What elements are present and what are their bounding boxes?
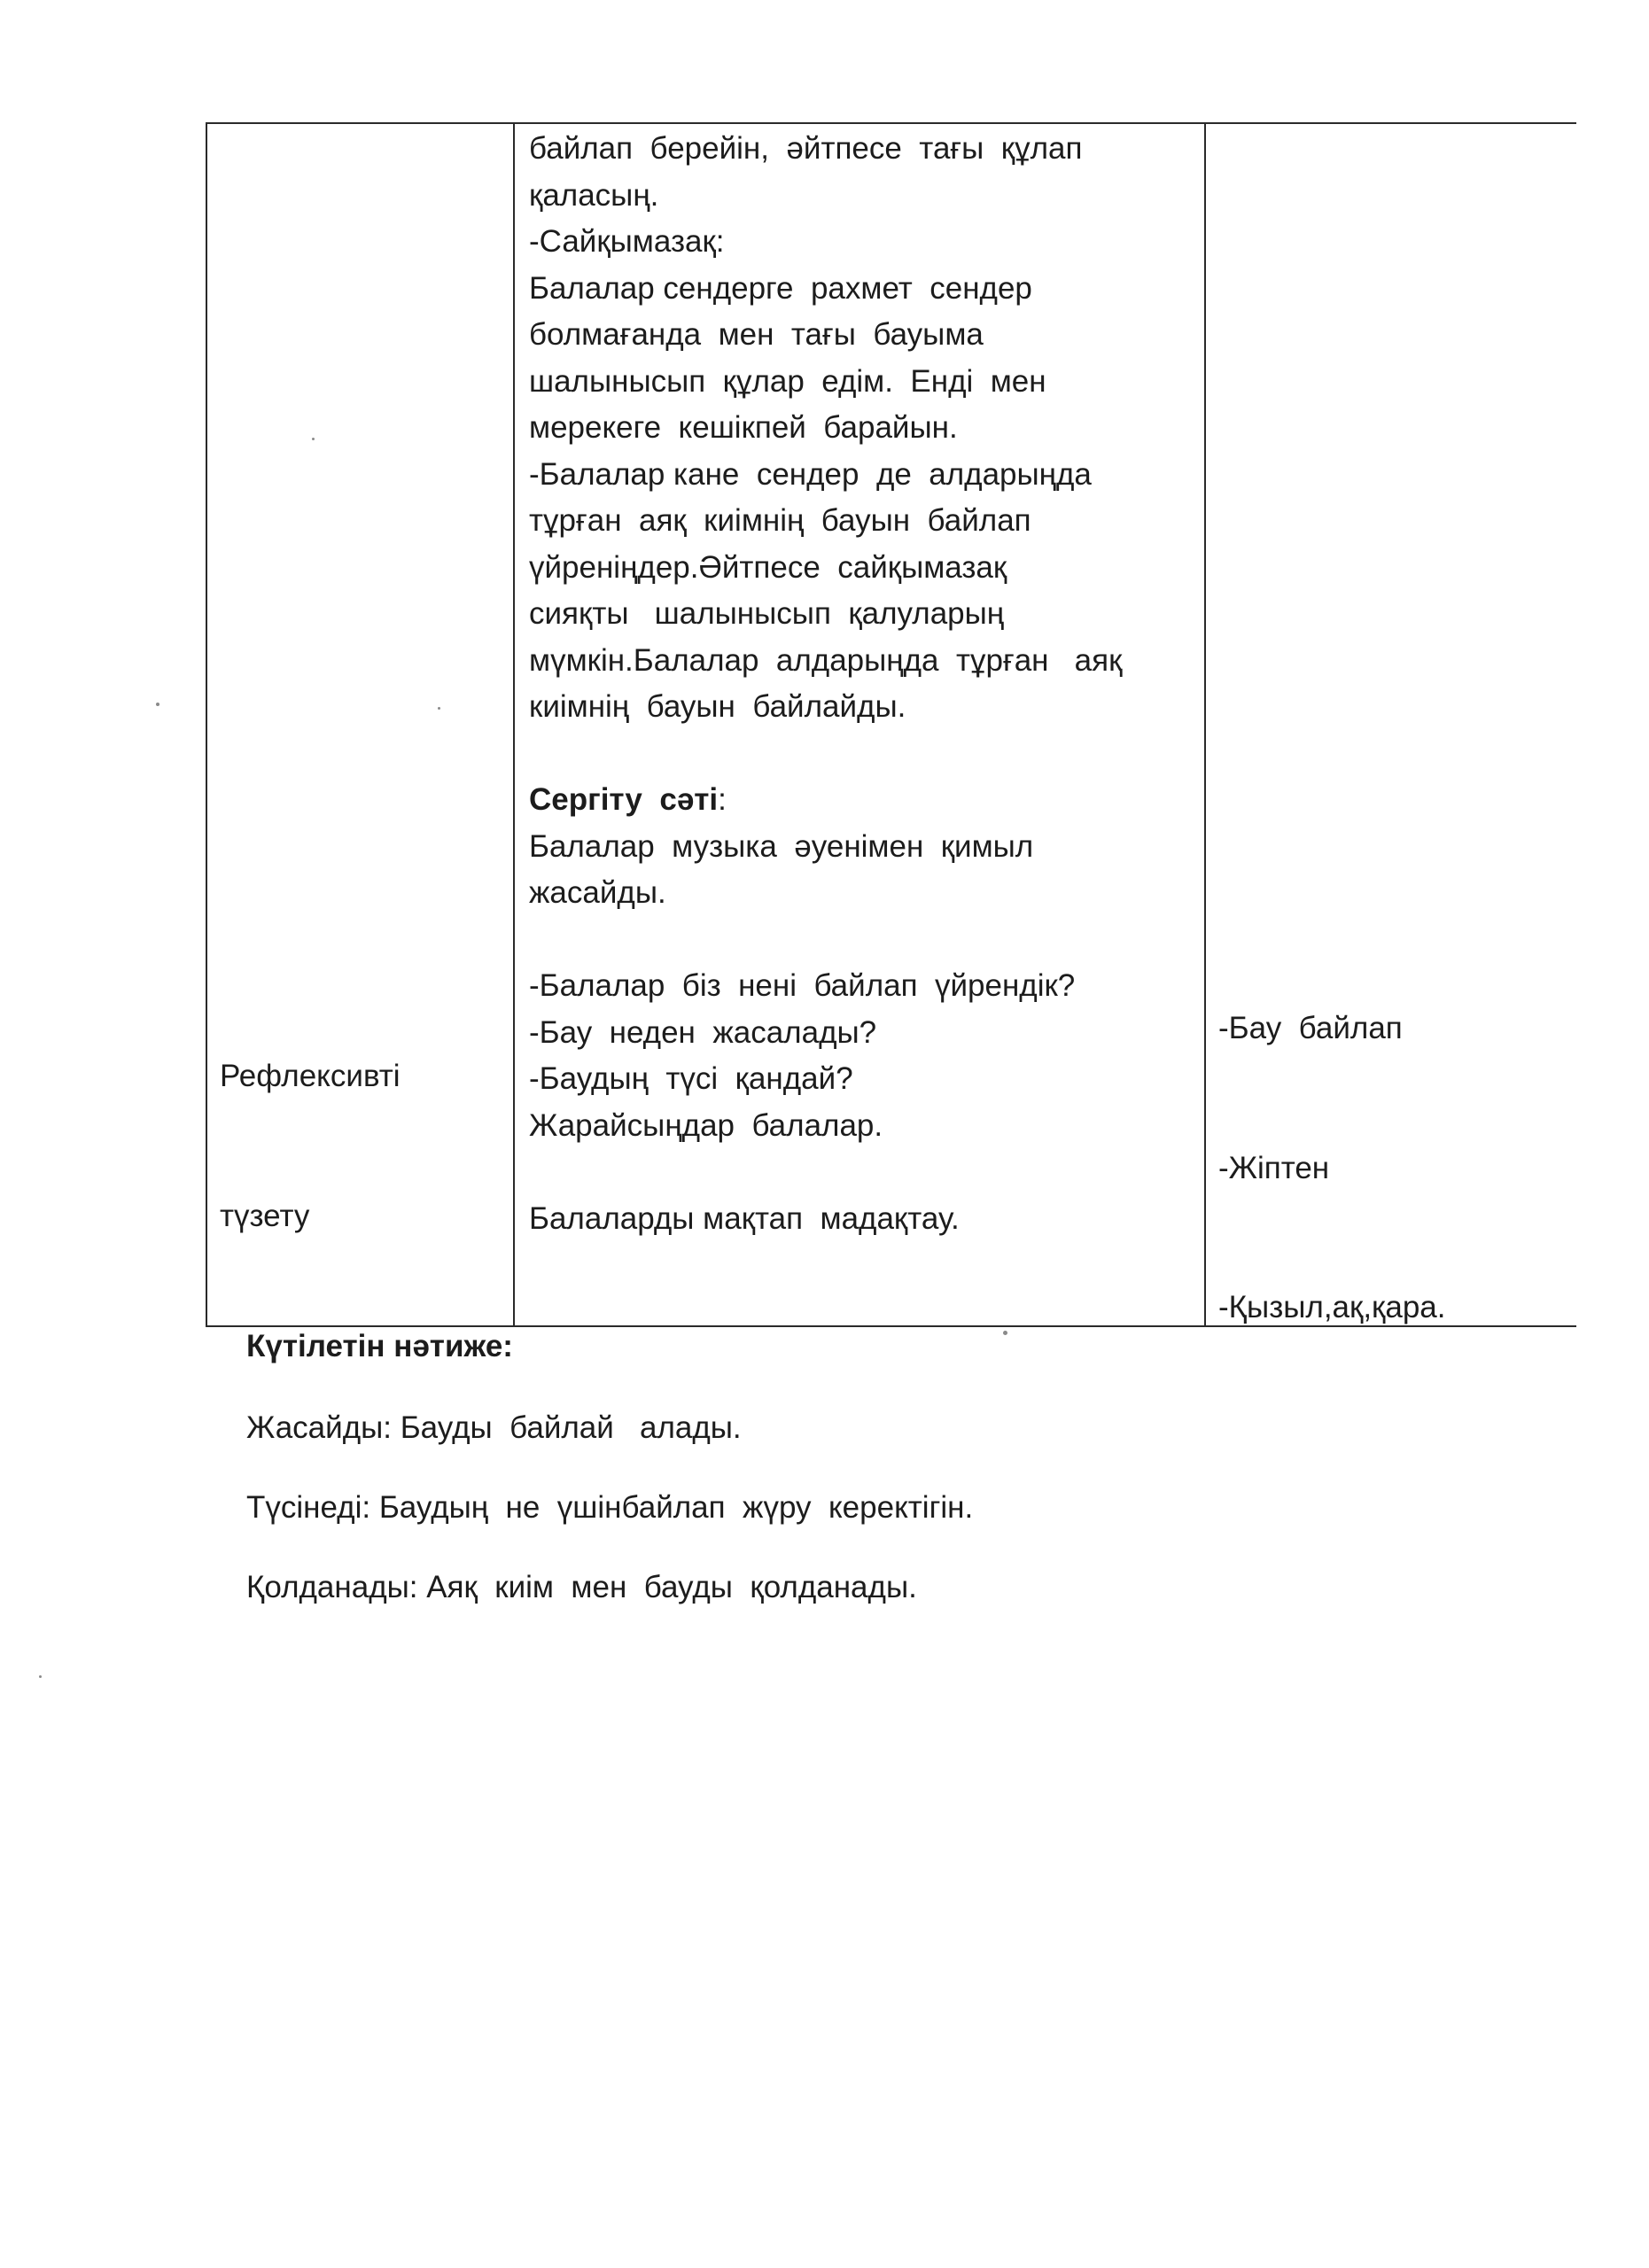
teacher-activity-line — [529, 219, 1122, 266]
stage-line: Рефлексивті — [220, 1059, 401, 1093]
teacher-activity-line — [529, 1149, 1122, 1196]
line-text: байлап берейін, әйтпесе тағы құлап — [529, 131, 1083, 166]
teacher-activity-line — [529, 126, 1122, 173]
teacher-activity-line — [529, 1010, 1122, 1057]
line-text: -Балалар біз нені байлап үйрендік? — [529, 968, 1076, 1003]
lesson-table — [206, 122, 1576, 1327]
teacher-activity-line — [529, 638, 1122, 685]
teacher-activity-line — [529, 870, 1122, 917]
line-text: жасайды. — [529, 875, 666, 910]
teacher-activity-line — [529, 731, 1122, 778]
line-text: -Бау неден жасалады? — [529, 1014, 877, 1050]
section-heading: Сергіту сәті — [529, 782, 719, 817]
teacher-activity-line — [529, 452, 1122, 499]
stage-line: түзету — [220, 1198, 310, 1233]
expected-results-title: Күтілетін нәтиже: — [246, 1329, 513, 1363]
line-text: Балалар музыка әуенімен қимыл — [529, 828, 1034, 864]
teacher-activity-line — [529, 498, 1122, 545]
teacher-activity-line — [529, 824, 1122, 871]
line-text: Жарайсыңдар балалар. — [529, 1107, 883, 1143]
teacher-activity-cell — [529, 126, 1122, 1242]
children-answer-line: -Жіптен — [1218, 1150, 1330, 1185]
expected-result-item: Жасайды: Бауды байлай алады. — [246, 1410, 742, 1445]
stage-column — [207, 124, 515, 1325]
scan-speck — [1003, 1331, 1007, 1335]
teacher-activity-line — [529, 684, 1122, 731]
teacher-activity-line — [529, 1196, 1122, 1243]
teacher-activity-line — [529, 359, 1122, 406]
line-text: киімнің бауын байлайды. — [529, 689, 906, 724]
line-text: мерекеге кешікпей барайын. — [529, 410, 958, 445]
children-answer-line: -Бау байлап — [1218, 1011, 1403, 1045]
line-text: тұрған аяқ киімнің бауын байлап — [529, 503, 1031, 538]
teacher-activity-line — [529, 545, 1122, 592]
line-text: -Баудың түсі қандай? — [529, 1061, 853, 1096]
teacher-activity-line — [529, 312, 1122, 359]
line-text: Балаларды мақтап мадақтау. — [529, 1200, 960, 1236]
scan-speck — [156, 703, 159, 706]
line-text: үйреніңдер.Әйтпесе сайқымазақ — [529, 549, 1007, 585]
teacher-activity-line — [529, 1103, 1122, 1150]
line-text: сияқты шалынысып қалуларың — [529, 596, 1005, 631]
line-text: болмағанда мен тағы бауыма — [529, 317, 984, 352]
line-text: -Сайқымазақ: — [529, 224, 725, 259]
teacher-activity-line — [529, 917, 1122, 964]
children-activity-cell — [1218, 913, 1445, 1425]
teacher-activity-line — [529, 777, 1122, 824]
line-text: -Балалар кане сендер де алдарыңда — [529, 456, 1092, 492]
line-text: қаласың. — [529, 177, 659, 213]
children-activity-column — [1206, 124, 1576, 1325]
teacher-activity-line — [529, 963, 1122, 1010]
scan-speck — [312, 438, 315, 440]
teacher-activity-line — [529, 1056, 1122, 1103]
teacher-activity-line — [529, 591, 1122, 638]
stage-cell — [220, 960, 401, 1332]
line-text: шалынысып құлар едім. Енді мен — [529, 363, 1046, 399]
children-answer-line: -Қызыл,ақ,қара. — [1218, 1290, 1446, 1324]
scan-speck — [438, 707, 440, 710]
expected-result-item: Қолданады: Аяқ киім мен бауды қолданады. — [246, 1570, 917, 1604]
line-text: мүмкін.Балалар алдарыңда тұрған аяқ — [529, 642, 1123, 678]
expected-result-item: Түсінеді: Баудың не үшінбайлап жүру керектігін. — [246, 1490, 974, 1525]
line-text: Балалар сендерге рахмет сендер — [529, 270, 1032, 306]
teacher-activity-column — [515, 124, 1206, 1325]
teacher-activity-line — [529, 266, 1122, 313]
scan-speck — [39, 1675, 42, 1678]
teacher-activity-line — [529, 405, 1122, 452]
heading-colon: : — [718, 782, 727, 817]
teacher-activity-line — [529, 173, 1122, 220]
